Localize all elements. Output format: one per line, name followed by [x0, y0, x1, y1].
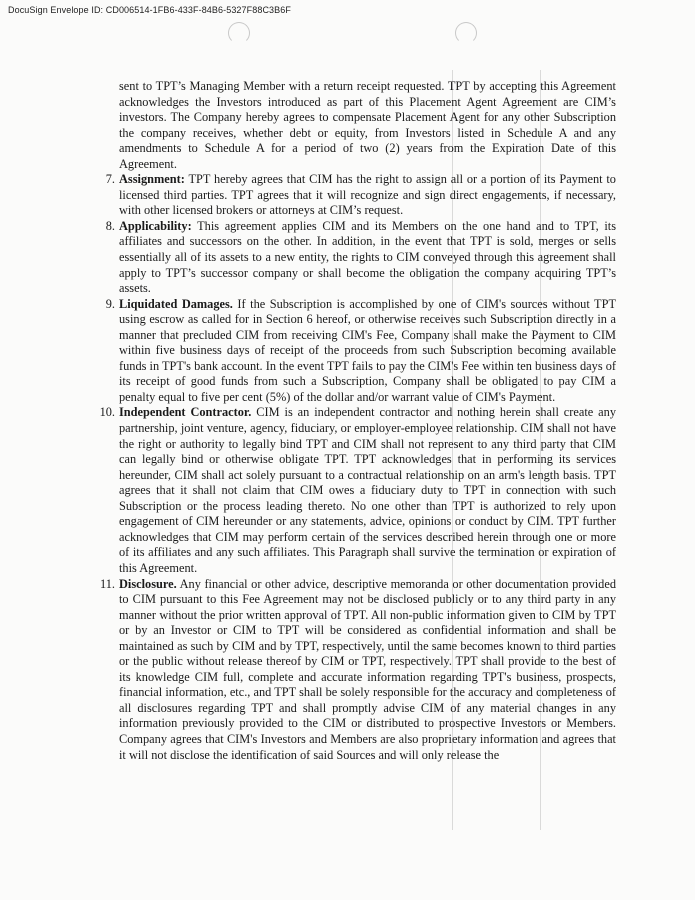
document-body	[99, 79, 617, 763]
section-applicability	[105, 218, 616, 297]
section-title: Applicability:	[119, 218, 192, 233]
section-number: 7.	[105, 172, 115, 187]
section-disclosure	[100, 576, 616, 764]
section-body: Any financial or other advice, descriptive memoranda or other documentation provided to CIM pursuant to this Fee Agreement may not be disclosed publicly or to any third party in any manner without the prior written approval of TPT. All non-public information given to CIM by TPT or by an Investor or CIM to TPT will be considered as confidential information and shall be maintained as such by CIM and by TPT, respectively, until the same becomes known to third parties or the public without release thereof by CIM or TPT, respectively. TPT shall provide to the best of its knowledge CIM full, complete and accurate information regarding TPT's business, prospects, financial information, etc., and TPT shall be solely responsible for the accuracy and completeness of all disclosures regarding TPT and shall promptly advise CIM of any material changes in any information previously provided to the CIM or distributed to prospective Investors or Members. Company agrees that CIM's Investors and Members are also proprietary information and agrees that it will not disclose the identification of said Sources and will only release the	[119, 576, 616, 762]
section-liquidated-damages	[105, 296, 617, 406]
punch-hole-mark	[228, 22, 250, 44]
section-number: 8.	[105, 218, 115, 233]
section-body: If the Subscription is accomplished by one of CIM's sources without TPT using escrow as called for in Section 6 hereof, or otherwise receives such Subscription directly in a manner that precluded CIM from receiving CIM's Fee, Company shall make the Payment to CIM within five business days of receipt of the proceeds from such Subscription becoming available funds in TPT's bank account. In the event TPT fails to pay the CIM's Fee within ten business days of its receipt of good funds from such a Subscription, Company shall be obligated to pay CIM a penalty equal to five per cent (5%) of the dollar and/or warrant value of CIM's Payment.	[119, 296, 617, 404]
section-independent-contractor	[99, 405, 616, 576]
section-body: This agreement applies CIM and its Members on the one hand and to TPT, its affiliates and successors on the other. In addition, in the event that TPT is sold, merges or sells essentially all of its assets to a new entity, the rights to CIM conveyed through this agreement shall apply to TPT’s successor company or shall become the obligation the company acquiring TPT’s assets.	[119, 218, 616, 296]
section-title: Independent Contractor.	[119, 405, 252, 420]
section-number: 10.	[99, 405, 115, 420]
section-body: TPT hereby agrees that CIM has the right to assign all or a portion of its Payment to licensed third parties. TPT agrees that it will recognize and sign direct engagements, if necessary, with other licensed brokers or attorneys at CIM’s request.	[119, 172, 616, 218]
docusign-envelope-id: DocuSign Envelope ID: CD006514-1FB6-433F-84B6-5327F88C3B6F	[8, 5, 291, 15]
section-assignment	[105, 172, 616, 219]
section-title: Disclosure.	[119, 576, 177, 591]
section-number: 11.	[100, 576, 115, 591]
punch-hole-mark	[455, 22, 477, 44]
section-body: CIM is an independent contractor and nothing herein shall create any partnership, joint venture, agency, fiduciary, or employer-employee relationship. CIM shall not have the right or authority to legally bind TPT and CIM shall not represent to any third party that CIM can legally bind or otherwise obligate TPT. TPT acknowledges that in performing its services hereunder, CIM shall act solely pursuant to a contractual relationship on an arm's length basis. TPT agrees that it shall not claim that CIM owes a fiduciary duty to TPT in connection with such Subscription or the process leading thereto. No one other than TPT is authorized to rely upon engagement of CIM hereunder or any statements, advice, opinions or conduct by CIM. TPT further acknowledges that CIM may perform certain of the services described herein through one or more of its affiliates and any such affiliates. This Paragraph shall survive the termination or expiration of this Agreement.	[119, 405, 616, 575]
section-number: 9.	[105, 296, 115, 311]
section-title: Liquidated Damages.	[119, 296, 233, 311]
section-title: Assignment:	[119, 172, 185, 187]
intro-paragraph: sent to TPT’s Managing Member with a return receipt requested. TPT by accepting this Agreement acknowledges the Investors introduced as part of this Placement Agent Agreement are CIM’s investors. The Company hereby agrees to compensate Placement Agent for any other Subscription the company receives, whether debt or equity, from Investors listed in Schedule A and any amendments to Schedule A for a period of two (2) years from the Expiration Date of this Agreement.	[119, 79, 616, 171]
